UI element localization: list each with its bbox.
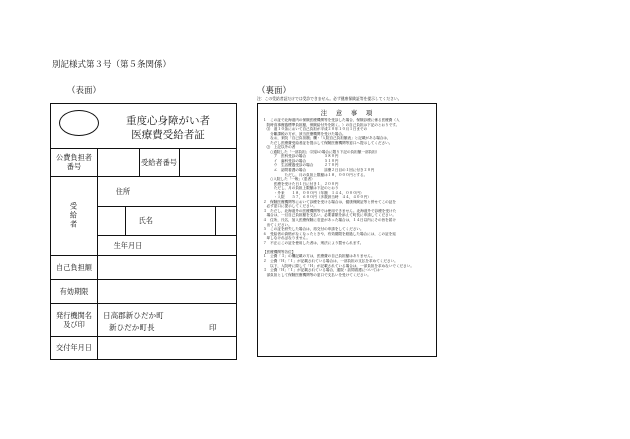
emblem-oval — [59, 110, 99, 136]
burden-holder-number-label: 公費負担者 番号 — [56, 153, 92, 171]
issuer-mayor: 新ひだか町長 — [109, 323, 155, 332]
issuer-address: 日高郡新ひだか町 — [103, 311, 164, 320]
front-label: （表面） — [67, 86, 102, 96]
recipient-label-cell — [51, 176, 97, 255]
issuer-label: 発行機関名 及び印 — [56, 310, 92, 329]
notes-body: １ この証で北海道内の保険医療機関等を受診した場合，保険診療に係る医療費（入 院時食事療養標準負担額，保険給付外を除く。）の自己負担は下記のとおりです。 ⑴ 道１０条において自己負担が平成２０年１０月１日までの 分離課税の方が，該当医療機関を受けた場合。 なお，来院「自己負担額」欄・「入院自己負担額表」と記載がある場合は， ただし医療費受給者証を提示して保険医療機関等窓口へ提示してください。 ⑵ 上記以外の者 ○通院した「一部負担」（初診の場合に限り下記の負担額一部負担） ア 医科受診の場合 ５８０円 イ 歯科受診の場合 ５１０円 ウ 生活療養受診の場合 ２７０円 エ 訪問看護の場合 診療２日目の１回に付き２０円 ただし，月の負担上限額は１８，０００円とする。 ○入院した「一般」（患者） 医療を受けた日１日に付き１，２００円 ただし，月の負担上限額は下記のとおり ・外来 １８，０００円（年額 １４４，０００円） ・入院 ５７，６００円（多数該当時 ４４，４００円） ２ 保険医療機関等において診療を受ける場合は，健康保険証等と併せてこの証を 必ず窓口に提示してください。 ３ ただし，北海道外の医療機関等では使用できません。北海道外で診療を受けた 場合は，一旦自己負担額を支払い，必要書類を添えて町長に申請してください。 ４ 住所，氏名，加入医療保険に変更があった場合は，１４日以内にその旨を届け 出てください。 ５ この証を紛失した場合は，再交付の申請をしてください。 ６ 受給者の資格がなくなったときや，有効期限を経過した場合には，この証を返 却しなければなりません。 ７ 不正にこの証を使用した者は，刑法により罰せられます。 【医療機関等各位】 １ 公費「３」の欄記載の方は，医療費の自己負担額はありません。 ２ 公費「Ｈ」「Ｉ」が記載されている場合は，一部負担の支払を求めてください。 以下，入院時に際して「Ｈ」が記載されている場合は，一部負担を求めないでください。 ３ 公費「Ｈ」「Ｉ」が記載されている場合，通院・訪問看護については一 部負担として保険医療機関等の窓口で支払いを受けてください。 — [263, 118, 414, 277]
form-number: 別記様式第３号（第５条関係） — [52, 60, 172, 70]
birth-date-label: 生年月日 — [113, 240, 143, 250]
recipient-label: 受給者 — [69, 201, 79, 230]
copay-amount-label: 自己負担額 — [56, 262, 92, 272]
back-card — [257, 103, 437, 357]
address-label: 住所 — [115, 186, 131, 196]
name-label-cell — [97, 206, 153, 235]
notes-heading: 注 意 事 項 — [320, 109, 374, 117]
title-line1: 重度心身障がい者 — [126, 115, 210, 127]
back-top-note: 注：この受給者証だけでは受診できません。必ず健康保険証等を提示してください。 — [257, 96, 402, 101]
name-label: 氏名 — [138, 216, 153, 225]
recipient-number-label: 受給者番号 — [141, 157, 177, 167]
issue-date-label: 交付年月日 — [56, 343, 92, 352]
seal-mark: 印 — [209, 323, 217, 332]
card-title — [103, 114, 233, 142]
valid-period-label: 有効期限 — [59, 286, 89, 296]
front-card — [50, 103, 237, 360]
back-label: （裏面） — [257, 86, 292, 96]
title-line2: 医療費受給者証 — [131, 129, 205, 141]
